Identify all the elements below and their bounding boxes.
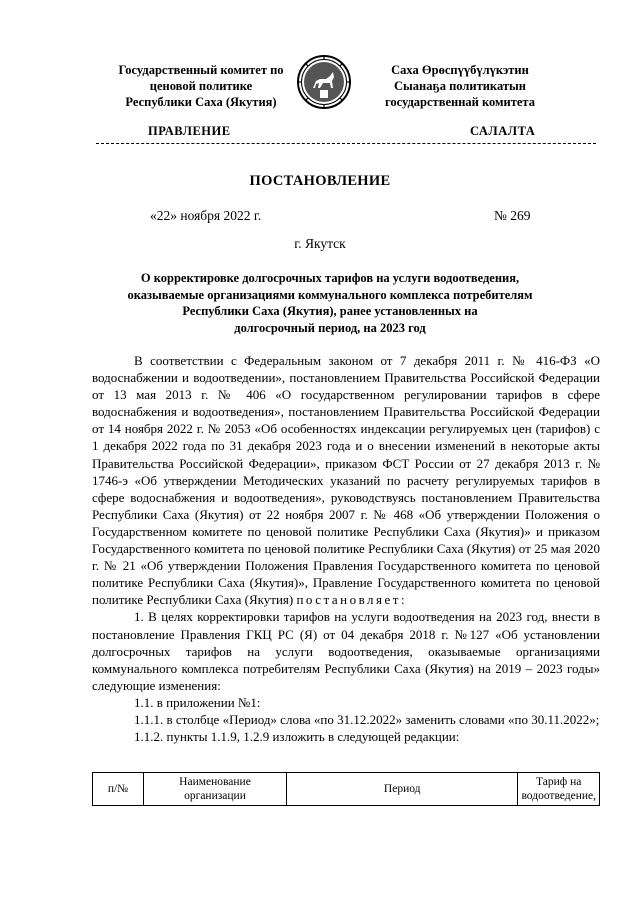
- body-paragraph: 1.1.1. в столбце «Период» слова «по 31.12.2022» заменить словами «по 30.11.2022»;: [134, 711, 600, 727]
- resolution-keyword: постановляет:: [296, 592, 408, 608]
- header-left-org: [86, 62, 316, 110]
- document-city: г. Якутск: [294, 236, 346, 251]
- header-left-subtitle: ПРАВЛЕНИЕ: [148, 124, 231, 138]
- document-date: «22» ноября 2022 г.: [150, 208, 262, 223]
- body-paragraph: 1. В целях корректировки тарифов на услуги водоотведения на 2023 год, внести в постановление Правления ГКЦ РС (Я) от 04 декабря 2018 г. №127 «Об установлении долгосрочных тарифов на услуги водоотведения, оказываемые организациями коммунального комплекса потребителям Республики Саха (Якутия) на 2019 – 2023 годы» следующие изменения:: [92, 609, 600, 693]
- document-body: [92, 352, 600, 745]
- document-subject: [110, 270, 550, 336]
- subject-line: оказываемые организациями коммунального комплекса потребителям: [127, 287, 533, 302]
- document-number: № 269: [494, 208, 531, 223]
- table-header-cell: Тариф на водоотведение,: [518, 773, 600, 806]
- table-header-cell: Период: [287, 773, 518, 806]
- body-paragraph: [92, 352, 600, 608]
- body-paragraph: 1.1. в приложении №1:: [134, 694, 261, 710]
- header-left-line: Республики Саха (Якутия): [125, 95, 277, 109]
- header-right-line: Саха Өрөспүүбүлүкэтин: [391, 63, 529, 77]
- document-title: ПОСТАНОВЛЕНИЕ: [249, 173, 391, 189]
- header-left-line: ценовой политике: [149, 79, 253, 93]
- preamble-text: В соответствии с Федеральным законом от 7 декабря 2011 г. № 416-ФЗ «О водоснабжении и водоотведении», постановлением Правительства Российской Федерации от 13 мая 2013 г. № 406 «О государственном регулировании тарифов в сфере водоснабжения и водоотведения», постановлением Правительства Российской Федерации от 14 ноября 2022 г. № 2053 «Об особенностях индексации регулируемых цен (тарифов) с 1 декабря 2022 года по 31 декабря 2023 года и о внесении изменений в некоторые акты Правительства Российской Федерации», приказом ФСТ России от 27 декабря 2013 г. № 1746-э «Об утверждении Методических указаний по расчету регулируемых тарифов в сфере водоснабжения и водоотведения», руководствуясь постановлением Правительства Республики Саха (Якутия) от 22 ноября 2007 г. № 468 «Об утверждении Положения о Государственном комитете по ценовой политике Республики Саха (Якутия)» и приказом Государственного комитета по ценовой политике Республики Саха (Якутия) от 25 мая 2020 г. № 21 «Об утверждении Положения Правления Государственного комитета по ценовой политике Республики Саха (Якутия)», Правление Государственного комитета по ценовой политике Республики Саха (Якутия): [92, 353, 600, 608]
- body-paragraph: 1.1.2. пункты 1.1.9, 1.2.9 изложить в следующей редакции:: [134, 729, 460, 745]
- header-right-org: [340, 62, 580, 110]
- table-header-cell: п/№: [93, 773, 144, 806]
- subject-line: О корректировке долгосрочных тарифов на услуги водоотведения,: [140, 271, 520, 285]
- header-right-line: Сыанаҕа политикатын: [394, 79, 526, 93]
- header-divider: [96, 143, 596, 144]
- table-header-row: [93, 773, 600, 806]
- table-header-cell: Наименование организации: [143, 773, 286, 806]
- header-left-line: Государственный комитет по: [118, 63, 284, 77]
- header-right-line: государственнай комитета: [385, 95, 535, 109]
- subject-line: долгосрочный период, на 2023 год: [234, 320, 426, 335]
- header-right-subtitle: САЛАЛТА: [470, 124, 536, 138]
- tariff-table: [92, 772, 600, 806]
- subject-line: Республики Саха (Якутия), ранее установленных на: [182, 304, 478, 318]
